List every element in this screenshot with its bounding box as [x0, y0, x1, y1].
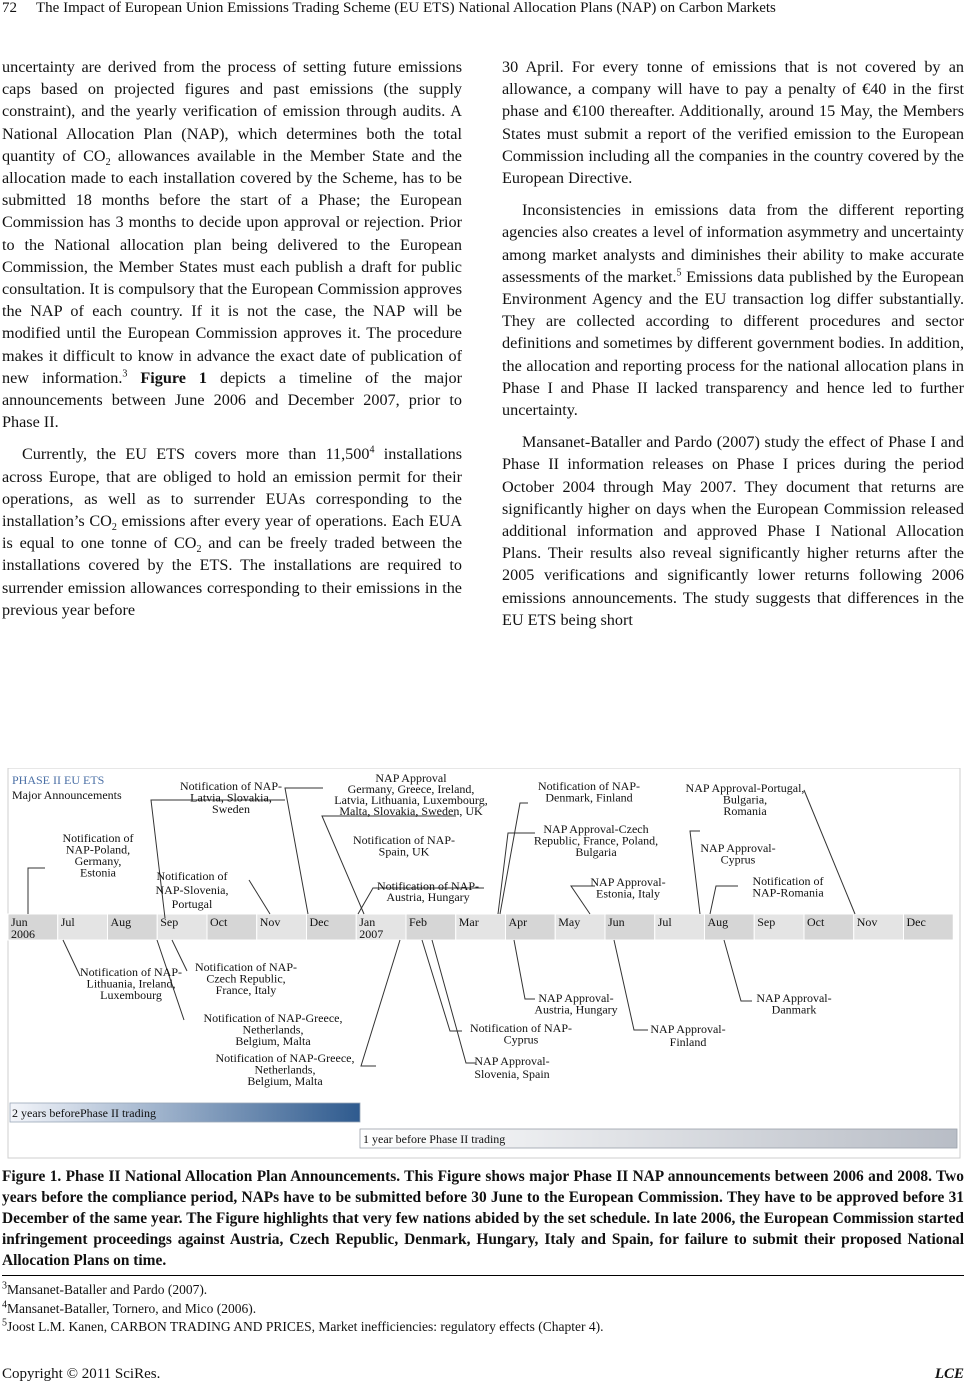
phase-bar-two-years-label: 2 years beforePhase II trading [12, 1106, 156, 1120]
month-label: Dec [906, 915, 926, 929]
figure-subtitle: Major Announcements [12, 788, 122, 802]
phase-bar-one-year-label: 1 year before Phase II trading [363, 1132, 506, 1146]
year-label: 2007 [359, 927, 384, 941]
month-label: Mar [458, 915, 479, 929]
connector-line [690, 831, 700, 914]
copyright: Copyright © 2011 SciRes. [2, 1366, 161, 1382]
connector-line [63, 940, 80, 976]
right-column [502, 56, 964, 631]
month-label: Sep [160, 915, 179, 929]
connector-line [432, 940, 476, 1063]
paragraph: 30 April. For every tonne of emissions that is not covered by an allowance, a company will have to pay a penalty of €40 in the first phase and €100 thereafter. Additionally, around 15 May, the Members States must submit a report of the verified emission to the European Commission including all the companies in the country covered by the European Directive. [502, 58, 964, 188]
announcement-above: NAP Approval-Estonia, Italy [590, 875, 666, 901]
paragraph: Currently, the EU ETS covers more than 11,500$^4$ installations across Europe, that are obliged to hold an emission permit for their operations, as well as to surrender EUAs corresponding to the installation’s $CO_2$ emissions after every year of operations. Each EUA is equal to one tonne of $CO_2$ and can be freely traded between the installations covered by the ETS. The installations are required to surrender emission allowances corresponding to their emissions in the previous year before [2, 445, 463, 619]
connector-line [500, 803, 528, 914]
month-label: Oct [807, 915, 825, 929]
running-title: The Impact of European Union Emissions Trading Scheme (EU ETS) National Allocation Plans (NAP) on Carbon Markets [36, 0, 776, 16]
month-label: Nov [856, 915, 878, 929]
month-label: Sep [757, 915, 776, 929]
announcement-above: Notification of NAP-Latvia, Slovakia, Sweden [180, 779, 282, 816]
connector-line [514, 940, 535, 999]
announcement-above: Notification of NAP-Denmark, Finland [538, 779, 640, 805]
footnote-divider [2, 1275, 964, 1276]
announcement-below: Notification of NAP-Lithuania, Ireland, Luxembourg [80, 965, 182, 1002]
footnote: $^4$Mansanet-Bataller, Tornero, and Mico (2006). [2, 1299, 257, 1316]
connector-line [614, 940, 648, 1030]
figure-title: PHASE II EU ETS [12, 773, 105, 787]
month-label: Feb [409, 915, 427, 929]
announcement-above: Notification of NAP-Spain, UK [353, 833, 455, 859]
month-label: Jun [608, 915, 625, 929]
month-label: Nov [259, 915, 281, 929]
announcement-below: NAP Approval-Danmark [756, 991, 832, 1017]
footnotes [2, 1281, 962, 1337]
announcement-below: NAP Approval-Slovenia, Spain [474, 1054, 550, 1081]
footnote: $^5$Joost L.M. Kanen, CARBON TRADING AND PRICES, Market inefficiencies: regulatory effects (Chapter 4). [2, 1317, 604, 1334]
running-header [2, 0, 962, 22]
year-label: 2006 [11, 927, 35, 941]
announcement-below: Notification of NAP-Cyprus [470, 1021, 572, 1047]
month-label: Oct [210, 915, 228, 929]
connector-line [571, 886, 595, 914]
announcement-below: Notification of NAP-Greece, Netherlands, Belgium, Malta [203, 1011, 343, 1048]
announcement-below: NAP Approval-Austria, Hungary [534, 991, 618, 1017]
month-label: Dec [309, 915, 329, 929]
announcement-above: Notification of NAP-Romania [752, 874, 824, 900]
month-label: Aug [110, 915, 132, 929]
timeline-diagram [0, 768, 968, 1160]
month-label: Jan [359, 915, 376, 929]
connector-line [249, 880, 270, 914]
month-label: Jul [657, 915, 672, 929]
journal-abbrev: LCE [934, 1366, 964, 1382]
month-label: Jul [60, 915, 75, 929]
month-label: May [558, 915, 581, 929]
month-label: Aug [707, 915, 729, 929]
timeline-figure [0, 768, 968, 1160]
month-label: Apr [508, 915, 528, 929]
announcement-below: NAP Approval-Finland [650, 1022, 726, 1049]
connector-line [724, 940, 752, 1001]
announcement-above: Notification of NAP-Austria, Hungary [377, 879, 479, 904]
connector-line [498, 833, 535, 914]
connector-line [422, 940, 462, 1031]
page-footer [2, 1366, 964, 1383]
announcement-above: Notification of NAP-Slovenia, Portugal [155, 869, 229, 911]
announcement-above: NAP Approval-Cyprus [700, 841, 776, 867]
announcement-below: Notification of NAP-Greece, Netherlands, Belgium, Malta [215, 1051, 355, 1088]
connector-line [28, 868, 45, 914]
paragraph: uncertainty are derived from the process of setting future emissions caps based on projected figures and past emissions (the supply constraint), and the yearly verification of emission through audits. A National Allocation Plan (NAP), which determines both the total quantity of $CO_2$ allowances available in the Member State and the allocation made to each installation covered by the Scheme, has to be submitted 18 months before the start of a Phase; the European Commission has 3 months to decide upon approval or rejection. Prior to the National allocation plan being delivered to the European Commission, the Member States must each publish a draft for public consultation. It is compulsory that the European Commission approves the NAP of each country. If it is not the case, the NAP will be modified until the European Commission approves it. The procedure makes it difficult to know in advance the exact date of publication of new information.$^3$ Figure 1 depicts a timeline of the major announcements between June 2006 and December 2007, prior to Phase II. [2, 58, 462, 432]
connector-line [710, 886, 738, 914]
page-number: 72 [2, 0, 17, 16]
figure-reference[interactable]: Figure 1 [127, 368, 208, 387]
announcement-above: NAP Approval-Czech Republic, France, Poland, Bulgaria [533, 822, 659, 859]
connector-line [361, 940, 400, 1066]
figure-caption: Figure 1. Phase II National Allocation Plan Announcements. This Figure shows major Phase II NAP announcements between 2006 and 2008. Two years before the compliance period, NAPs have to be submitted before 30 June to the European Commission. They have to be approved before 31 December of the same year. The Figure highlights that very few nations abided by the set schedule. In late 2006, the European Commission started infringement proceedings against Austria, Czech Republic, Denmark, Hungary, Italy and Spain, for failure to submit their proposed National Allocation Plans on time. [2, 1168, 964, 1269]
announcement-above: Notification of NAP-Poland, Germany, Estonia [62, 831, 134, 880]
paragraph: Mansanet-Bataller and Pardo (2007) study the effect of Phase I and Phase II information releases on Phase I prices during the period October 2004 through May 2007. They document that returns are significantly higher on days when the European Commission released additional information and approved Phase I National Allocation Plans. Their results also reveal significantly higher returns after the 2005 verifications and significantly lower returns following 2006 emissions announcements. The study suggests that differences in the EU ETS being short [502, 433, 964, 629]
footnote: $^3$Mansanet-Bataller and Pardo (2007). [2, 1280, 208, 1297]
announcement-below: Notification of NAP-Czech Republic, France, Italy [195, 960, 297, 997]
month-axis [8, 914, 953, 941]
figure-frame [8, 768, 960, 1158]
month-label: Jun [11, 915, 28, 929]
left-column [2, 56, 462, 621]
announcement-above: NAP Approval-Portugal, Bulgaria, Romania [685, 781, 805, 818]
connector-line [285, 788, 323, 914]
paragraph: Inconsistencies in emissions data from the different reporting agencies also creates a level of information asymmetry and uncertainty among market analysts and diminishes their ability to make accurate assessments of the market.$^5$ Emissions data published by the European Environment Agency and the EU transaction log differ substantially. They are collected according to different procedures and sector definitions and sometimes by different government bodies. In addition, the allocation and reporting process for the national allocation plans in Phase I and Phase II lacked transparency and hence led to further uncertainty. [502, 201, 964, 420]
announcement-above: NAP Approval Germany, Greece, Ireland, Latvia, Lithuania, Luxembourg, Malta, Slovakia, Sweden, UK [334, 771, 488, 818]
